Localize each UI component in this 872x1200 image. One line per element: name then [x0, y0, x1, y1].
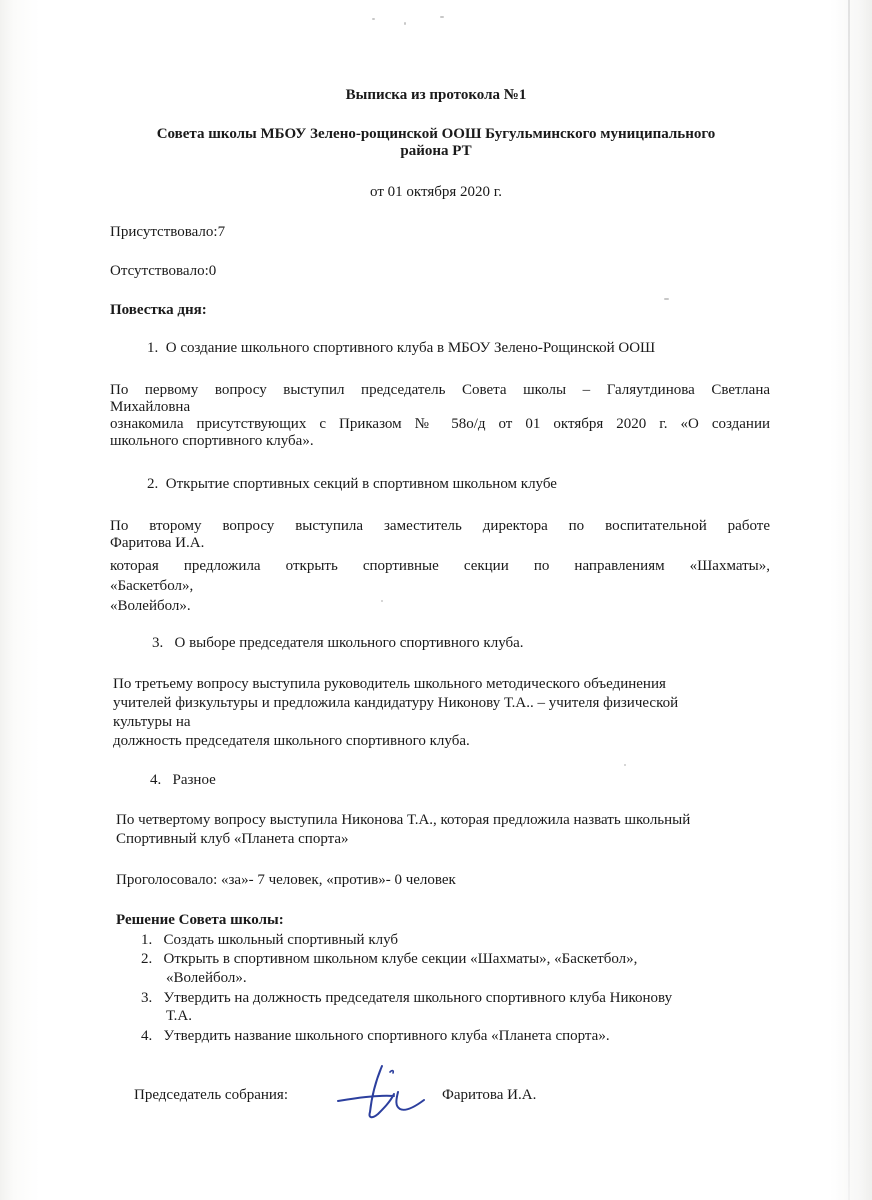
agenda-item-1-line: По первому вопросу выступил председатель Совета школы – Галяутдинова Светлана: [110, 382, 770, 398]
agenda-item-3-title: [152, 635, 524, 652]
decision-item-number: 3.: [141, 990, 153, 1006]
decision-item-number: 2.: [141, 951, 153, 967]
agenda-item-title: Разное: [172, 772, 216, 788]
agenda-item-2-line: Фаритова И.А.: [110, 535, 205, 551]
signature-stroke: [390, 1071, 393, 1073]
decision-item-number: 1.: [141, 932, 153, 948]
decision-item-4: [141, 1028, 610, 1045]
decision-item-3: [141, 990, 672, 1007]
agenda-item-4-line: По четвертому вопросу выступила Никонова Т.А., которая предложила назвать школьный: [116, 812, 691, 828]
agenda-item-number: 3.: [152, 635, 164, 651]
decision-item-number: 4.: [141, 1028, 153, 1044]
agenda-item-1-line: ознакомила присутствующих с Приказом № 58о/д от 01 октября 2020 г. «О создании: [110, 416, 770, 432]
scan-speck: [664, 298, 669, 300]
agenda-item-number: 1.: [147, 340, 159, 356]
decision-item-2-cont: «Волейбол».: [166, 970, 247, 986]
decision-item-1: [141, 932, 398, 949]
decision-item-text: Утвердить на должность председателя школьного спортивного клуба Никонову: [163, 990, 673, 1006]
document-subtitle-line2: района РТ: [400, 143, 472, 159]
agenda-item-3-line: По третьему вопросу выступила руководитель школьного методического объединения: [113, 676, 666, 692]
agenda-item-2-line: которая предложила открыть спортивные секции по направлениям «Шахматы»,: [110, 558, 770, 574]
agenda-item-2-line: «Волейбол».: [110, 598, 191, 614]
decision-item-3-cont: Т.А.: [166, 1008, 192, 1024]
agenda-item-3-line: должность председателя школьного спортивного клуба.: [113, 733, 470, 749]
agenda-item-number: 4.: [150, 772, 162, 788]
document-date: от 01 октября 2020 г.: [370, 184, 502, 200]
scan-speck: [404, 22, 406, 25]
agenda-item-number: 2.: [147, 476, 159, 492]
vote-result: Проголосовало: «за»- 7 человек, «против»- 0 человек: [116, 872, 456, 888]
document-subtitle-line1: Совета школы МБОУ Зелено-рощинской ООШ Бугульминского муниципального: [156, 126, 716, 142]
decision-heading: Решение Совета школы:: [116, 912, 284, 928]
agenda-item-2-line: По второму вопросу выступила заместитель директора по воспитательной работе: [110, 518, 770, 534]
agenda-item-1-line: Михайловна: [110, 399, 191, 415]
agenda-item-title: О выборе председателя школьного спортивного клуба.: [174, 635, 524, 651]
signature-role: Председатель собрания:: [134, 1087, 288, 1103]
decision-item-text: Создать школьный спортивный клуб: [163, 932, 399, 948]
agenda-item-1-title: [147, 340, 655, 357]
signature-name: Фаритова И.А.: [442, 1087, 537, 1103]
decision-item-2: [141, 951, 637, 968]
attendance-absent: Отсутствовало:0: [110, 263, 217, 279]
signature-stroke: [338, 1066, 424, 1117]
agenda-item-3-line: культуры на: [113, 714, 191, 730]
agenda-item-title: Открытие спортивных секций в спортивном школьном клубе: [165, 476, 557, 492]
scan-speck: [372, 18, 375, 20]
scan-edge-shadow: [848, 0, 850, 1200]
document-title: Выписка из протокола №1: [345, 87, 527, 103]
attendance-present: Присутствовало:7: [110, 224, 226, 240]
agenda-item-3-line: учителей физкультуры и предложила кандидатуру Никонову Т.А.. – учителя физической: [113, 695, 679, 711]
agenda-item-4-title: [150, 772, 216, 789]
agenda-item-title: О создание школьного спортивного клуба в МБОУ Зелено-Рощинской ООШ: [165, 340, 656, 356]
agenda-heading: Повестка дня:: [110, 302, 207, 318]
scan-speck: [381, 600, 383, 602]
agenda-item-2-line: «Баскетбол»,: [110, 578, 194, 594]
decision-item-text: Утвердить название школьного спортивного клуба «Планета спорта».: [163, 1028, 610, 1044]
decision-item-text: Открыть в спортивном школьном клубе секции «Шахматы», «Баскетбол»,: [163, 951, 638, 967]
agenda-item-1-line: школьного спортивного клуба».: [110, 433, 314, 449]
scan-speck: [440, 16, 444, 18]
handwritten-signature: [332, 1062, 432, 1122]
agenda-item-4-line: Спортивный клуб «Планета спорта»: [116, 831, 349, 847]
scan-speck: [624, 764, 626, 766]
agenda-item-2-title: [147, 476, 557, 493]
